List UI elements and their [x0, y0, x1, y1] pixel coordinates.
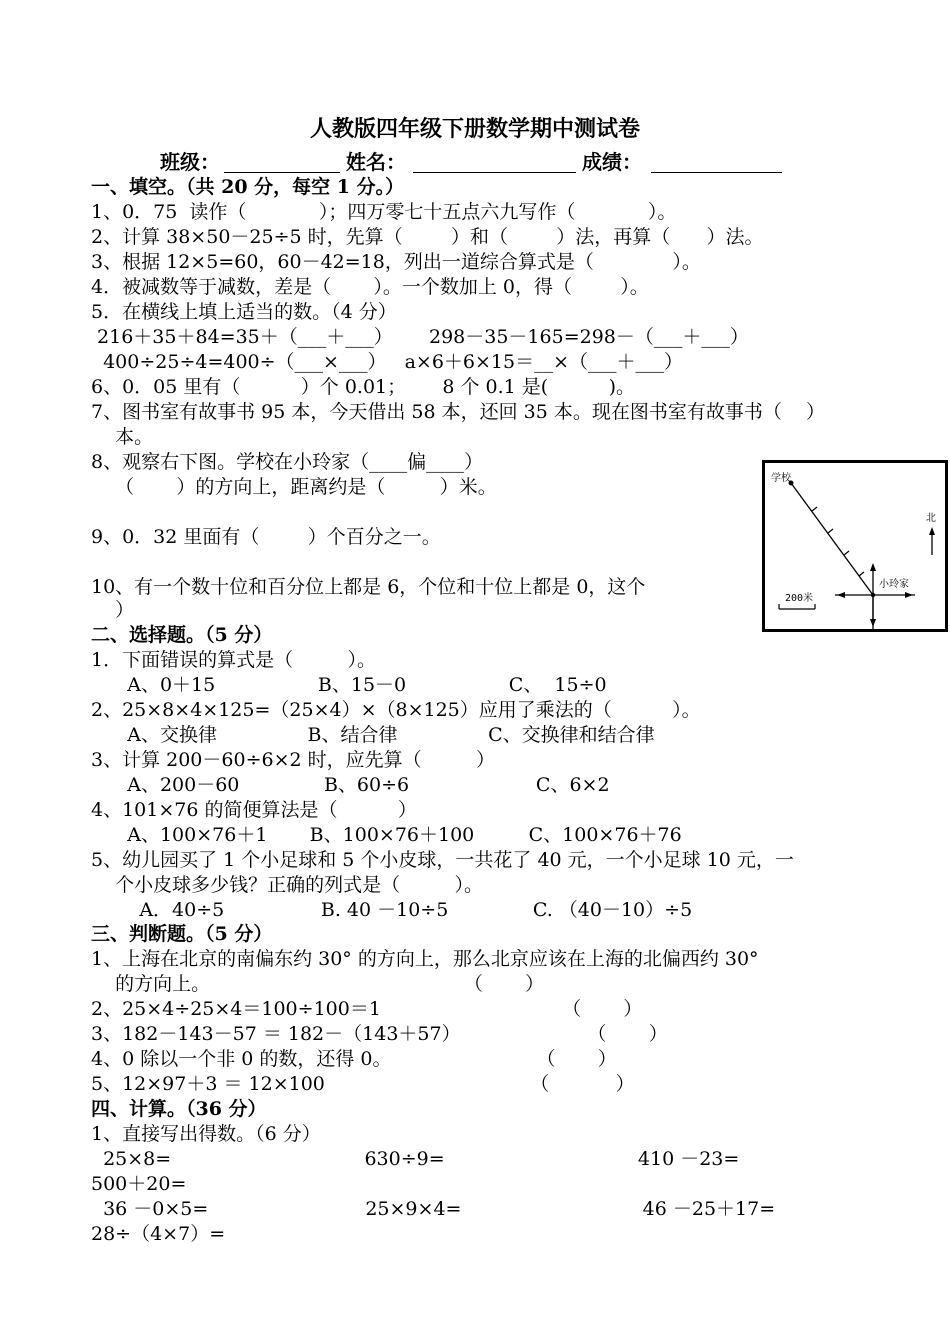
question-line: 2、25×4÷25×4＝100÷100＝1 （ ） [91, 998, 643, 1020]
question-line: 3、182－143－57 ＝ 182－（143＋57） （ ） [91, 1023, 668, 1045]
class-label: 班级： [160, 150, 220, 174]
score-field[interactable] [651, 172, 782, 173]
calculation-row: 28÷（4×7）= [91, 1223, 226, 1245]
calculation-row: 36 －0×5= 25×9×4= 46 －25＋17= [91, 1198, 776, 1220]
section-heading-fill-in: 一、填空。（共 20 分，每空 1 分。） [91, 176, 405, 198]
question-line: 5．在横线上填上适当的数。（4 分） [91, 301, 397, 323]
question-line: 2、计算 38×50－25÷5 时，先算（ ）和（ ）法，再算（ ）法。 [91, 226, 764, 248]
question-line: 6、0．05 里有（ ）个 0.01； 8 个 0.1 是( )。 [91, 376, 636, 398]
name-field[interactable] [413, 172, 576, 173]
question-line: 个小皮球多少钱？正确的列式是（ ）。 [91, 874, 484, 896]
question-line: 4、0 除以一个非 0 的数，还得 0。 （ ） [91, 1048, 617, 1070]
page-title: 人教版四年级下册数学期中测试卷 [309, 116, 640, 142]
question-line: 1、上海在北京的南偏东约 30° 的方向上，那么北京应该在上海的北偏西约 30° [91, 948, 759, 970]
section-heading-true-false: 三、判断题。（5 分） [91, 923, 273, 945]
school-label: 学校 [771, 473, 791, 484]
question-line: 3、计算 200－60÷6×2 时，应先算（ ） [91, 749, 495, 771]
question-line: 5、幼儿园买了 1 个小足球和 5 个小皮球，一共花了 40 元，一个小足球 10 元，一 [91, 849, 794, 871]
question-line: 1、直接写出得数。（6 分） [91, 1123, 321, 1145]
section-heading-multiple-choice: 二、选择题。（5 分） [91, 624, 273, 646]
question-line: 本。 [91, 426, 154, 448]
question-line: 5、12×97＋3 ＝ 12×100 （ ） [91, 1073, 635, 1095]
option-line: A、100×76＋1 B、100×76＋100 C、100×76＋76 [91, 824, 682, 846]
question-line: ） [91, 599, 135, 621]
option-line: A、200－60 B、60÷6 C、6×2 [91, 774, 610, 796]
calculation-row: 25×8= 630÷9= 410 －23= [91, 1148, 740, 1170]
question-line: 1．下面错误的算式是（ ）。 [91, 649, 376, 671]
question-line: 4、101×76 的简便算法是（ ） [91, 799, 417, 821]
direction-diagram [762, 460, 948, 632]
question-line: 216＋35＋84=35＋（___＋___） 298－35－165=298－（___＋___） [91, 326, 749, 348]
question-line: （ ）的方向上，距离约是（ ）米。 [91, 476, 497, 498]
score-label: 成绩： [582, 150, 642, 174]
north-label: 北 [926, 513, 936, 524]
name-label: 姓名： [346, 150, 406, 174]
question-line: 2、25×8×4×125=（25×4）×（8×125）应用了乘法的（ ）。 [91, 699, 701, 721]
option-line: A、0＋15 B、15－0 C、 15÷0 [91, 674, 607, 696]
question-line: 的方向上。 （ ） [91, 973, 545, 995]
option-line: A．40÷5 B. 40 －10÷5 C. （40－10）÷5 [91, 899, 693, 921]
question-line: 1、0．75 读作（ ）；四万零七十五点六九写作（ ）。 [91, 201, 677, 223]
question-line: 10、有一个数十位和百分位上都是 6，个位和十位上都是 0，这个 [91, 576, 646, 598]
question-line: 3、根据 12×5=60，60－42=18，列出一道综合算式是（ ）。 [91, 251, 701, 273]
scale-label: 200米 [785, 593, 814, 604]
question-line: 8、观察右下图。学校在小玲家（____偏____） [91, 451, 484, 473]
home-label: 小玲家 [879, 579, 909, 590]
question-line: 9、0．32 里面有（ ）个百分之一。 [91, 526, 441, 548]
question-line: 7、图书室有故事书 95 本，今天借出 58 本，还回 35 本。现在图书室有故事书（ ） [91, 401, 826, 423]
question-line: 400÷25÷4=400÷（___×___） a×6＋6×15＝__×（___＋___） [91, 351, 684, 373]
section-heading-calculation: 四、计算。（36 分） [91, 1098, 267, 1120]
question-line: 4．被减数等于减数，差是（ ）。一个数加上 0，得（ ）。 [91, 276, 649, 298]
class-field[interactable] [224, 172, 340, 173]
option-line: A、交换律 B、结合律 C、交换律和结合律 [91, 724, 655, 746]
calculation-row: 500＋20= [91, 1173, 187, 1195]
